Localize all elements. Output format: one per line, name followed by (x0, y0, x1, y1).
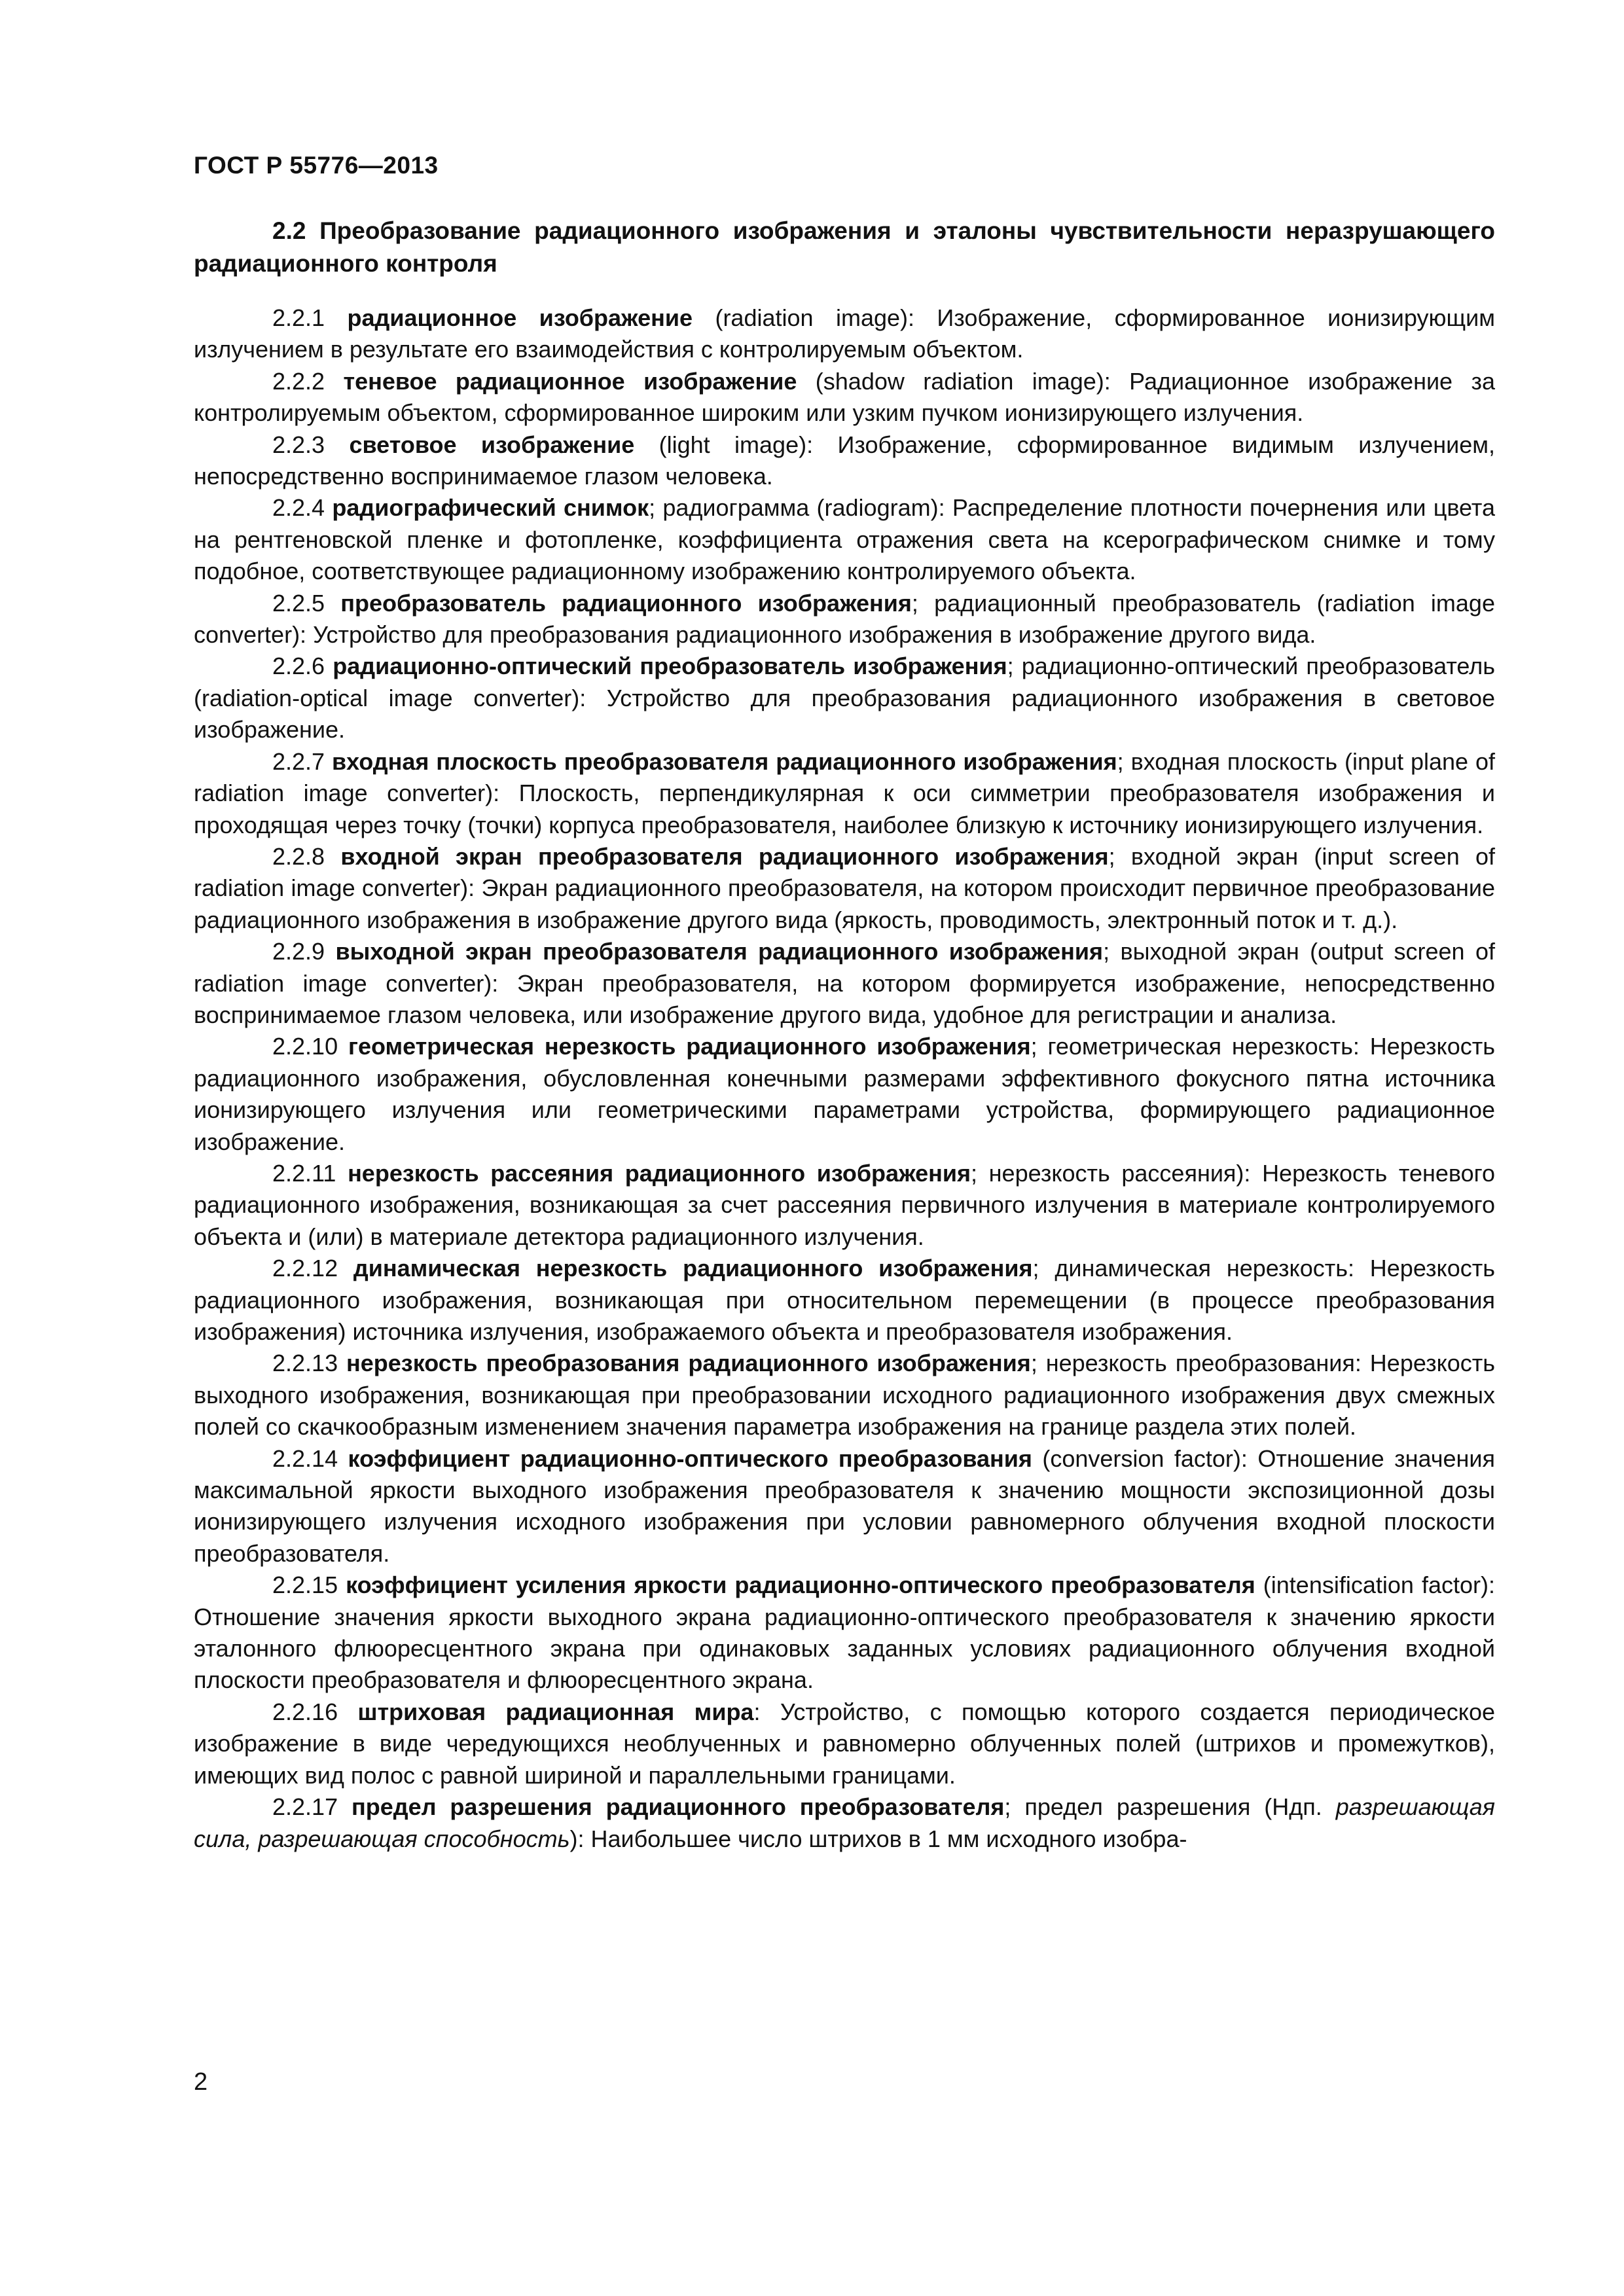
entry-synonyms: ; нерезкость рассеяния): (971, 1159, 1263, 1187)
entry-number: 2.2.5 (272, 589, 325, 617)
entry-definition: Нерезкость выходного изображения, возникающая при преобразовании исходного радиационного изображения двух смежных полей со скачкообразным изменением значения параметра изображения на границе раздела этих полей. (194, 1350, 1495, 1441)
entry-number: 2.2.1 (272, 304, 325, 331)
term-entry (194, 1348, 1495, 1443)
term-entry (194, 841, 1495, 936)
entry-number: 2.2.10 (272, 1033, 338, 1060)
entry-number: 2.2.17 (272, 1793, 338, 1821)
term-entry (194, 1253, 1495, 1348)
entry-definition: Изображение, сформированное ионизирующим излучением в результате его взаимодействия с контролируемым объектом. (194, 304, 1495, 363)
section-title: 2.2 Преобразование радиационного изображения и эталоны чувствительности неразрушающего радиационного контроля (194, 217, 1495, 277)
entry-number: 2.2.16 (272, 1698, 338, 1725)
entry-term: преобразователь радиационного изображения (340, 589, 912, 617)
term-entry-last (194, 1791, 1495, 1855)
entry-term: нерезкость рассеяния радиационного изображения (348, 1159, 971, 1187)
entry-number: 2.2.4 (272, 494, 325, 522)
deprecated-terms: разрешающая сила, разрешающая способность (194, 1793, 1496, 1852)
entry-definition: Наибольшее число штрихов в 1 мм исходного изобра- (590, 1825, 1187, 1852)
entry-synonyms: ; геометрическая нерезкость: (1030, 1033, 1370, 1060)
page-number: 2 (194, 2068, 208, 2096)
entry-term: радиационно-оптический преобразователь изображения (333, 653, 1007, 680)
entry-number: 2.2.6 (272, 653, 325, 680)
entry-term: радиографический снимок (332, 494, 649, 522)
term-entry (194, 1570, 1495, 1696)
term-entry (194, 302, 1495, 366)
entry-definition: Устройство, с помощью которого создается периодическое изображение в виде чередующихся необлученных и равномерно облученных полей (штрихов и промежутков), имеющих вид полос с равной шириной и параллельными границами. (194, 1698, 1495, 1789)
entry-number: 2.2.11 (272, 1159, 336, 1187)
entry-definition: Устройство для преобразования радиационного изображения в изображение другого вида. (313, 621, 1316, 649)
entry-term: предел разрешения радиационного преобразователя (352, 1793, 1005, 1821)
entry-definition: Изображение, сформированное видимым излучением, непосредственно воспринимаемое глазом человека. (194, 431, 1495, 490)
entry-term: динамическая нерезкость радиационного изображения (353, 1255, 1033, 1282)
entry-synonyms: (conversion factor): (1032, 1444, 1258, 1472)
entry-synonyms: ; входная плоскость (input plane of radiation image converter): (194, 747, 1495, 807)
entry-term: входная плоскость преобразователя радиационного изображения (331, 747, 1117, 775)
entry-synonyms: (shadow radiation image): (797, 367, 1130, 395)
term-entry (194, 492, 1495, 587)
term-entry (194, 936, 1495, 1031)
entry-synonyms: ; выходной экран (output screen of radiation image converter): (194, 938, 1495, 997)
term-entry (194, 1696, 1495, 1791)
entry-synonyms: ; нерезкость преобразования: (1030, 1350, 1370, 1377)
standard-code-header: ГОСТ Р 55776—2013 (194, 152, 439, 179)
entry-term: радиационное изображение (347, 304, 693, 331)
entry-synonyms: ; динамическая нерезкость: (1032, 1255, 1370, 1282)
entry-definition: Нерезкость теневого радиационного изображения, возникающая за счет рассеяния первичного излучения в материале контролируемого объекта и (или) в материале детектора радиационного излучения. (194, 1159, 1496, 1250)
entry-number: 2.2.7 (272, 747, 325, 775)
entry-definition: Радиационное изображение за контролируемым объектом, сформированное широким или узким пучком ионизирующего излучения. (194, 367, 1495, 427)
term-entry (194, 1158, 1495, 1253)
entry-number: 2.2.14 (272, 1444, 338, 1472)
entry-definition: Плоскость, перпендикулярная к оси симметрии преобразователя изображения и проходящая через точку (точки) корпуса преобразователя, наиболее близкую к источнику ионизирующего излучения. (194, 780, 1495, 838)
entry-definition: Отношение значения яркости выходного экрана радиационно-оптического преобразователя к значению яркости эталонного флюоресцентного экрана при одинаковых заданных условиях радиационного облучения входной плоскости преобразователя и флюоресцентного экрана. (194, 1603, 1495, 1694)
entry-synonyms: : (753, 1698, 780, 1725)
entry-term: коэффициент усиления яркости радиационно-оптического преобразователя (346, 1571, 1255, 1599)
entry-synonyms: ; радиограмма (radiogram): (649, 494, 952, 522)
term-entry (194, 746, 1495, 841)
entry-term: световое изображение (349, 431, 635, 458)
entry-synonyms: ; предел разрешения (Ндп. (1004, 1793, 1336, 1821)
term-entry (194, 651, 1495, 745)
entry-number: 2.2.2 (272, 367, 325, 395)
term-entry (194, 429, 1495, 493)
entry-term: нерезкость преобразования радиационного изображения (346, 1350, 1031, 1377)
entry-definition: Нерезкость радиационного изображения, обусловленная конечными размерами эффективного фокусного пятна источника ионизирующего излучения или геометрическими параметрами устройства, формирующего радиационное изображение. (194, 1033, 1495, 1155)
entry-term: входной экран преобразователя радиационного изображения (340, 842, 1109, 870)
entry-synonyms: ; радиационный преобразователь (radiation image converter): (194, 589, 1495, 649)
entry-synonyms: ; входной экран (input screen of radiation image converter): (194, 842, 1495, 902)
term-entry (194, 1443, 1495, 1570)
entry-definition: Экран преобразователя, на котором формируется изображение, непосредственно воспринимаемое глазом человека, или изображение другого вида, удобное для регистрации и анализа. (194, 969, 1495, 1028)
entry-number: 2.2.12 (272, 1255, 338, 1282)
term-entry (194, 588, 1495, 651)
entry-synonyms: (light image): (634, 431, 838, 458)
entry-number: 2.2.15 (272, 1571, 338, 1599)
entry-definition: Экран радиационного преобразователя, на котором происходит первичное преобразование радиационного изображения в изображение другого вида (яркость, проводимость, электронный поток и т. д.). (194, 874, 1495, 933)
entry-term: выходной экран преобразователя радиационного изображения (335, 938, 1104, 965)
entry-definition: Устройство для преобразования радиационного изображения в световое изображение. (194, 684, 1495, 744)
term-entry (194, 1031, 1495, 1158)
entry-definition: Распределение плотности почернения или цвета на рентгеновской пленке и фотопленке, коэффициента отражения света на ксерографическом снимке и тому подобное, соответствующее радиационному изображению контролируемого объекта. (194, 494, 1495, 585)
entry-term: теневое радиационное изображение (343, 367, 797, 395)
entry-synonyms: (radiation image): (693, 304, 937, 331)
entry-term: коэффициент радиационно-оптического преобразования (348, 1444, 1032, 1472)
entry-number: 2.2.9 (272, 938, 325, 965)
entry-synonyms: ; радиационно-оптический преобразователь (radiation-optical image converter): (194, 653, 1495, 711)
entry-number: 2.2.13 (272, 1350, 338, 1377)
entry-separator: ): (569, 1825, 591, 1852)
terms-list (194, 302, 1495, 1855)
entry-synonyms: (intensification factor): (1255, 1571, 1495, 1599)
entry-term: геометрическая нерезкость радиационного изображения (348, 1033, 1031, 1060)
entry-number: 2.2.3 (272, 431, 325, 458)
entry-term: штриховая радиационная мира (357, 1698, 754, 1725)
entry-number: 2.2.8 (272, 842, 325, 870)
entry-definition: Отношение значения максимальной яркости выходного изображения преобразователя к значению мощности экспозиционной дозы ионизирующего излучения исходного изображения при условии равномерного облучения входной плоскости преобразователя. (194, 1444, 1495, 1567)
entry-definition: Нерезкость радиационного изображения, возникающая при относительном перемещении (в процессе преобразования изображения) источника излучения, изображаемого объекта и преобразователя изображения. (194, 1255, 1495, 1345)
term-entry (194, 366, 1495, 429)
